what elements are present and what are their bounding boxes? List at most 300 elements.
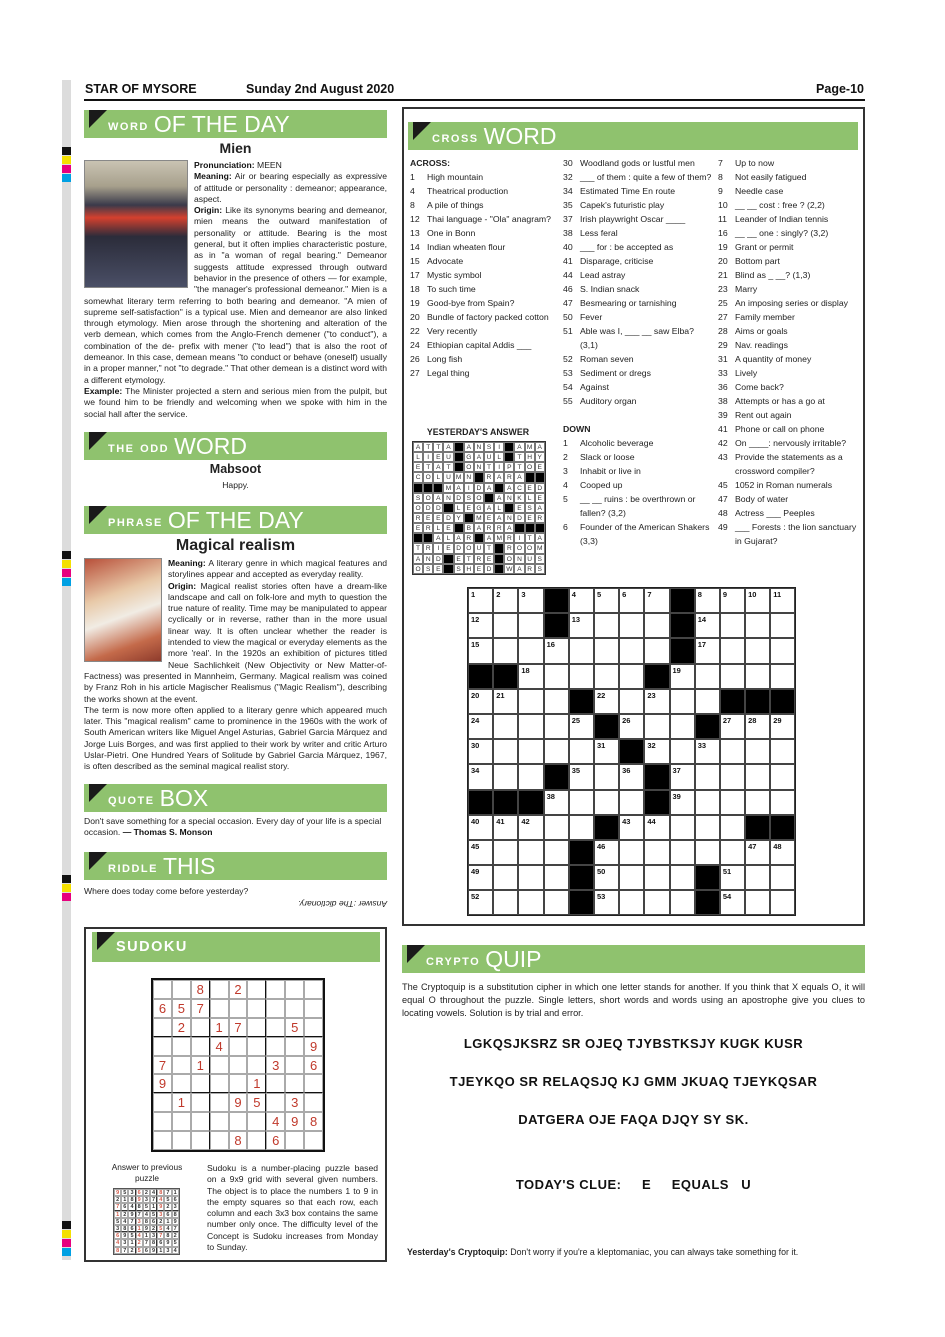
crossword-cell[interactable] bbox=[544, 739, 569, 764]
crossword-cell[interactable] bbox=[619, 764, 644, 789]
answer-letter: M bbox=[454, 472, 464, 482]
sudoku-cell[interactable]: 1 bbox=[172, 1093, 191, 1112]
crossword-cell[interactable] bbox=[670, 890, 695, 915]
crossword-cell[interactable] bbox=[644, 638, 669, 663]
sudoku-cell[interactable] bbox=[247, 1037, 266, 1056]
crossword-cell[interactable] bbox=[468, 588, 493, 613]
sudoku-cell[interactable] bbox=[285, 999, 304, 1018]
sudoku-cell[interactable]: 5 bbox=[247, 1093, 266, 1112]
crossword-cell[interactable] bbox=[745, 865, 770, 890]
sudoku-cell[interactable] bbox=[210, 980, 229, 999]
black-square bbox=[433, 483, 443, 493]
sudoku-cell[interactable] bbox=[210, 1056, 229, 1075]
crossword-cell[interactable] bbox=[670, 664, 695, 689]
answer-letter: D bbox=[433, 554, 443, 564]
clue-text: Disparage, criticise bbox=[580, 256, 654, 266]
crossword-cell[interactable] bbox=[594, 588, 619, 613]
crossword-cell[interactable] bbox=[619, 865, 644, 890]
sudoku-cell[interactable] bbox=[172, 1131, 191, 1150]
sudoku-cell[interactable] bbox=[304, 999, 323, 1018]
crossword-cell[interactable] bbox=[720, 739, 745, 764]
crossword-cell[interactable] bbox=[770, 613, 795, 638]
crossword-cell[interactable] bbox=[670, 815, 695, 840]
crossword-cell[interactable] bbox=[468, 840, 493, 865]
crossword-cell[interactable] bbox=[518, 739, 543, 764]
sudoku-cell[interactable] bbox=[210, 999, 229, 1018]
crossword-cell[interactable] bbox=[544, 664, 569, 689]
clue-number: 27 bbox=[718, 312, 728, 322]
sudoku-cell[interactable] bbox=[247, 1112, 266, 1131]
crossword-cell[interactable] bbox=[770, 739, 795, 764]
crossword-cell[interactable] bbox=[594, 790, 619, 815]
crossword-cell[interactable] bbox=[745, 840, 770, 865]
sudoku-cell[interactable]: 5 bbox=[172, 999, 191, 1018]
crossword-cell[interactable] bbox=[770, 588, 795, 613]
clue-text: Up to now bbox=[735, 158, 775, 168]
sudoku-cell[interactable] bbox=[266, 1037, 285, 1056]
sudoku-cell[interactable] bbox=[153, 1093, 172, 1112]
answer-letter: L bbox=[433, 472, 443, 482]
crossword-cell[interactable] bbox=[493, 739, 518, 764]
crossword-cell[interactable] bbox=[770, 664, 795, 689]
crossword-cell[interactable] bbox=[468, 689, 493, 714]
crossword-cell[interactable] bbox=[569, 815, 594, 840]
crossword-cell[interactable] bbox=[493, 714, 518, 739]
crossword-cell[interactable] bbox=[720, 714, 745, 739]
sudoku-cell[interactable]: 4 bbox=[266, 1112, 285, 1131]
answer-letter: D bbox=[443, 513, 453, 523]
crossword-cell[interactable] bbox=[594, 865, 619, 890]
crossword-cell[interactable] bbox=[745, 790, 770, 815]
crossword-cell[interactable] bbox=[695, 840, 720, 865]
sudoku-cell[interactable] bbox=[191, 1037, 210, 1056]
crossword-cell[interactable] bbox=[619, 689, 644, 714]
crossword-cell[interactable] bbox=[544, 890, 569, 915]
sudoku-cell[interactable] bbox=[229, 1074, 248, 1093]
answer-digit: 5 bbox=[164, 1196, 171, 1203]
clue-text: Needle case bbox=[735, 186, 784, 196]
crossword-cell[interactable] bbox=[644, 840, 669, 865]
sudoku-cell[interactable] bbox=[191, 1093, 210, 1112]
crossword-cell[interactable] bbox=[644, 613, 669, 638]
sudoku-cell[interactable]: 8 bbox=[229, 1131, 248, 1150]
answer-digit: 6 bbox=[157, 1239, 164, 1246]
sudoku-cell[interactable] bbox=[229, 1037, 248, 1056]
crossword-cell[interactable] bbox=[695, 790, 720, 815]
crossword-cell[interactable] bbox=[518, 588, 543, 613]
sudoku-cell[interactable] bbox=[266, 1018, 285, 1037]
clue-number: 39 bbox=[718, 410, 728, 420]
crossword-cell[interactable] bbox=[569, 714, 594, 739]
sudoku-cell[interactable] bbox=[191, 1074, 210, 1093]
crossword-cell[interactable] bbox=[468, 865, 493, 890]
answer-letter: O bbox=[413, 503, 423, 513]
crossword-cell[interactable] bbox=[569, 739, 594, 764]
crossword-cell[interactable] bbox=[468, 764, 493, 789]
crossword-cell[interactable] bbox=[544, 714, 569, 739]
sudoku-cell[interactable]: 9 bbox=[285, 1112, 304, 1131]
sudoku-cell[interactable]: 9 bbox=[153, 1074, 172, 1093]
sudoku-cell[interactable]: 1 bbox=[247, 1074, 266, 1093]
crossword-cell[interactable] bbox=[619, 638, 644, 663]
sudoku-cell[interactable] bbox=[191, 1018, 210, 1037]
answer-letter: I bbox=[514, 533, 524, 543]
sudoku-cell[interactable] bbox=[210, 1074, 229, 1093]
answer-letter: T bbox=[484, 543, 494, 553]
clue-number: 52 bbox=[471, 892, 480, 902]
crossword-cell[interactable] bbox=[644, 714, 669, 739]
black-square bbox=[494, 543, 504, 553]
label: Meaning: bbox=[194, 171, 232, 182]
crossword-cell[interactable] bbox=[594, 613, 619, 638]
crossword-cell[interactable] bbox=[468, 739, 493, 764]
crossword-cell[interactable] bbox=[619, 714, 644, 739]
black-square bbox=[423, 483, 433, 493]
crossword-cell[interactable] bbox=[644, 689, 669, 714]
sudoku-cell[interactable] bbox=[153, 980, 172, 999]
sudoku-cell[interactable]: 7 bbox=[191, 999, 210, 1018]
crossword-cell[interactable] bbox=[493, 638, 518, 663]
sudoku-cell[interactable] bbox=[285, 980, 304, 999]
crossword-cell[interactable] bbox=[644, 865, 669, 890]
sudoku-cell[interactable]: 1 bbox=[210, 1018, 229, 1037]
sudoku-cell[interactable] bbox=[285, 1074, 304, 1093]
answer-letter: I bbox=[433, 543, 443, 553]
answer-digit: 6 bbox=[172, 1196, 179, 1203]
crossword-cell[interactable] bbox=[594, 840, 619, 865]
sudoku-cell[interactable] bbox=[172, 1037, 191, 1056]
crossword-cell[interactable] bbox=[670, 739, 695, 764]
crossword-cell[interactable] bbox=[619, 840, 644, 865]
crossword-cell[interactable] bbox=[569, 613, 594, 638]
crossword-cell[interactable] bbox=[644, 588, 669, 613]
crossword-cell[interactable] bbox=[770, 764, 795, 789]
crossword-cell[interactable] bbox=[569, 638, 594, 663]
crossword-cell[interactable] bbox=[745, 714, 770, 739]
sudoku-cell[interactable]: 9 bbox=[229, 1093, 248, 1112]
crossword-cell[interactable] bbox=[468, 890, 493, 915]
crossword-cell[interactable] bbox=[670, 764, 695, 789]
answer-letter: N bbox=[474, 442, 484, 452]
sudoku-cell[interactable] bbox=[266, 980, 285, 999]
crossword-cell[interactable] bbox=[518, 613, 543, 638]
sudoku-cell[interactable] bbox=[172, 980, 191, 999]
crossword-cell[interactable] bbox=[493, 840, 518, 865]
crossword-cell[interactable] bbox=[720, 638, 745, 663]
answer-letter: E bbox=[535, 493, 545, 503]
crossword-cell[interactable] bbox=[745, 638, 770, 663]
sudoku-cell[interactable] bbox=[304, 1018, 323, 1037]
crossword-cell[interactable] bbox=[720, 890, 745, 915]
sudoku-cell[interactable] bbox=[153, 1112, 172, 1131]
phrase-painting bbox=[84, 558, 162, 662]
clue-number: 26 bbox=[410, 354, 420, 364]
crossword-cell[interactable] bbox=[745, 664, 770, 689]
crossword-cell[interactable] bbox=[695, 588, 720, 613]
crossword-cell[interactable] bbox=[720, 815, 745, 840]
crossword-cell[interactable] bbox=[544, 840, 569, 865]
sudoku-cell[interactable]: 6 bbox=[304, 1056, 323, 1075]
clue bbox=[718, 156, 860, 170]
crossword-cell[interactable] bbox=[644, 815, 669, 840]
crossword-cell[interactable] bbox=[594, 689, 619, 714]
answer-digit: 7 bbox=[150, 1196, 157, 1203]
sudoku-cell[interactable] bbox=[304, 980, 323, 999]
sudoku-cell[interactable] bbox=[210, 1131, 229, 1150]
answer-digit: 1 bbox=[128, 1239, 135, 1246]
sudoku-cell[interactable] bbox=[172, 1074, 191, 1093]
crossword-cell[interactable] bbox=[695, 638, 720, 663]
sudoku-cell[interactable] bbox=[285, 1056, 304, 1075]
crossword-cell[interactable] bbox=[544, 790, 569, 815]
crossword-cell[interactable] bbox=[619, 890, 644, 915]
sudoku-cell[interactable] bbox=[247, 1018, 266, 1037]
crossword-cell[interactable] bbox=[493, 764, 518, 789]
clue-number: 52 bbox=[563, 354, 573, 364]
crossword-cell[interactable] bbox=[569, 790, 594, 815]
sudoku-cell[interactable] bbox=[285, 1131, 304, 1150]
clue bbox=[718, 352, 860, 366]
across-clues-continued bbox=[563, 156, 713, 548]
crossword-cell[interactable] bbox=[544, 815, 569, 840]
crossword-cell[interactable] bbox=[594, 664, 619, 689]
answer-letter: T bbox=[484, 462, 494, 472]
sudoku-cell[interactable] bbox=[247, 999, 266, 1018]
sudoku-cell[interactable] bbox=[266, 1093, 285, 1112]
crossword-cell[interactable] bbox=[770, 890, 795, 915]
clue-text: Able was I, ___ __ saw Elba? (3,1) bbox=[580, 326, 694, 350]
crossword-cell[interactable] bbox=[544, 638, 569, 663]
sudoku-cell[interactable] bbox=[210, 1093, 229, 1112]
clue-number: 22 bbox=[410, 326, 420, 336]
cryptoquip-line: TJEYKQO SR RELAQSJQ KJ GMM JKUAQ TJEYKQSAR bbox=[449, 1074, 818, 1089]
answer-letter: N bbox=[443, 493, 453, 503]
sudoku-cell[interactable] bbox=[247, 1056, 266, 1075]
crossword-cell[interactable] bbox=[594, 638, 619, 663]
crossword-cell[interactable] bbox=[745, 588, 770, 613]
sudoku-cell[interactable] bbox=[172, 1056, 191, 1075]
crossword-cell[interactable] bbox=[745, 739, 770, 764]
sudoku-cell[interactable]: 2 bbox=[229, 980, 248, 999]
clue bbox=[410, 268, 560, 282]
sudoku-cell[interactable] bbox=[153, 1131, 172, 1150]
crossword-cell[interactable] bbox=[770, 638, 795, 663]
sudoku-cell[interactable] bbox=[229, 1056, 248, 1075]
crossword-cell[interactable] bbox=[720, 664, 745, 689]
black-square bbox=[474, 472, 484, 482]
answer-letter: N bbox=[514, 554, 524, 564]
crossword-cell[interactable] bbox=[493, 588, 518, 613]
clue-number: 30 bbox=[471, 741, 480, 751]
sudoku-cell[interactable]: 6 bbox=[153, 999, 172, 1018]
crossword-cell[interactable] bbox=[619, 815, 644, 840]
crossword-cell[interactable] bbox=[670, 865, 695, 890]
crossword-cell[interactable] bbox=[468, 613, 493, 638]
clue-number: 23 bbox=[718, 284, 728, 294]
sudoku-cell[interactable]: 7 bbox=[229, 1018, 248, 1037]
crossword-cell[interactable] bbox=[518, 689, 543, 714]
answer-letter: I bbox=[494, 442, 504, 452]
crossword-cell[interactable] bbox=[468, 714, 493, 739]
answer-letter: S bbox=[535, 554, 545, 564]
sudoku-cell[interactable]: 8 bbox=[304, 1112, 323, 1131]
clue-text: Mystic symbol bbox=[427, 270, 482, 280]
crossword-cell[interactable] bbox=[720, 588, 745, 613]
crossword-cell[interactable] bbox=[468, 815, 493, 840]
sudoku-cell[interactable] bbox=[191, 1131, 210, 1150]
sudoku-cell[interactable] bbox=[229, 999, 248, 1018]
crossword-cell[interactable] bbox=[695, 664, 720, 689]
crossword-cell[interactable] bbox=[770, 865, 795, 890]
clue-number: 31 bbox=[718, 354, 728, 364]
clue-text: Against bbox=[580, 382, 609, 392]
answer-digit: 2 bbox=[114, 1196, 121, 1203]
sudoku-cell[interactable]: 5 bbox=[285, 1018, 304, 1037]
black-square bbox=[544, 764, 569, 789]
clue-text: Founder of the American Shakers (3,3) bbox=[580, 522, 710, 546]
crossword-cell[interactable] bbox=[720, 764, 745, 789]
black-square bbox=[494, 564, 504, 574]
crossword-cell[interactable] bbox=[518, 815, 543, 840]
crossword-cell[interactable] bbox=[544, 865, 569, 890]
crossword-cell[interactable] bbox=[695, 739, 720, 764]
crossword-cell[interactable] bbox=[518, 764, 543, 789]
answer-digit: 8 bbox=[143, 1218, 150, 1225]
sudoku-cell[interactable]: 3 bbox=[285, 1093, 304, 1112]
clue-text: Alcoholic beverage bbox=[580, 438, 654, 448]
clue-text: Phone or call on phone bbox=[735, 424, 825, 434]
sudoku-cell[interactable] bbox=[191, 1112, 210, 1131]
crossword-cell[interactable] bbox=[493, 890, 518, 915]
crossword-cell[interactable] bbox=[770, 840, 795, 865]
black-square bbox=[670, 588, 695, 613]
crossword-cell[interactable] bbox=[594, 739, 619, 764]
clue bbox=[718, 408, 860, 422]
sudoku-cell[interactable] bbox=[210, 1112, 229, 1131]
crossword-cell[interactable] bbox=[493, 613, 518, 638]
sudoku-cell[interactable] bbox=[304, 1131, 323, 1150]
crossword-cell[interactable] bbox=[670, 689, 695, 714]
crossword-cell[interactable] bbox=[619, 588, 644, 613]
answer-letter: E bbox=[443, 523, 453, 533]
crossword-cell[interactable] bbox=[594, 890, 619, 915]
crossword-cell[interactable] bbox=[518, 890, 543, 915]
crossword-cell[interactable] bbox=[720, 790, 745, 815]
crossword-cell[interactable] bbox=[493, 865, 518, 890]
crossword-cell[interactable] bbox=[644, 739, 669, 764]
crossword-cell[interactable] bbox=[695, 815, 720, 840]
banner-small-text: riddle bbox=[108, 859, 158, 876]
crossword-cell[interactable] bbox=[569, 588, 594, 613]
odd-word-meaning: Happy. bbox=[222, 480, 249, 490]
answer-digit: 7 bbox=[136, 1211, 143, 1218]
crossword-cell[interactable] bbox=[493, 689, 518, 714]
clue-number: 10 bbox=[718, 200, 728, 210]
crossword-cell[interactable] bbox=[544, 689, 569, 714]
banner-large-text: QUIP bbox=[485, 946, 542, 972]
clue-text: Bundle of factory packed cotton bbox=[427, 312, 549, 322]
sudoku-cell[interactable]: 7 bbox=[153, 1056, 172, 1075]
crossword-cell[interactable] bbox=[619, 613, 644, 638]
crossword-cell[interactable] bbox=[644, 890, 669, 915]
crossword-cell[interactable] bbox=[493, 815, 518, 840]
crossword-cell[interactable] bbox=[695, 689, 720, 714]
sudoku-cell[interactable] bbox=[247, 980, 266, 999]
crossword-cell[interactable] bbox=[619, 790, 644, 815]
sudoku-cell[interactable] bbox=[172, 1112, 191, 1131]
sudoku-cell[interactable] bbox=[304, 1074, 323, 1093]
example: The Minister projected a stern and serious mien from the pulpit, but we found him to be friendly and welcoming when we spoke with him in the social hall after the service. bbox=[84, 385, 387, 419]
crossword-cell[interactable] bbox=[518, 664, 543, 689]
crossword-cell[interactable] bbox=[518, 638, 543, 663]
sudoku-cell[interactable] bbox=[247, 1131, 266, 1150]
crossword-cell[interactable] bbox=[569, 664, 594, 689]
sudoku-cell[interactable]: 3 bbox=[266, 1056, 285, 1075]
crossword-cell[interactable] bbox=[770, 714, 795, 739]
sudoku-cell[interactable]: 9 bbox=[304, 1037, 323, 1056]
clue-number: 13 bbox=[571, 615, 581, 625]
answer-digit: 7 bbox=[172, 1225, 179, 1232]
label: Origin: bbox=[194, 205, 223, 216]
black-square bbox=[569, 689, 594, 714]
crossword-cell[interactable] bbox=[670, 790, 695, 815]
crossword-cell[interactable] bbox=[745, 764, 770, 789]
sudoku-cell[interactable] bbox=[285, 1037, 304, 1056]
sudoku-cell[interactable]: 2 bbox=[172, 1018, 191, 1037]
black-square bbox=[569, 865, 594, 890]
crossword-cell[interactable] bbox=[695, 764, 720, 789]
clue-number: 40 bbox=[563, 242, 573, 252]
crossword-cell[interactable] bbox=[770, 790, 795, 815]
sudoku-cell[interactable]: 6 bbox=[266, 1131, 285, 1150]
crossword-cell[interactable] bbox=[720, 840, 745, 865]
crossword-cell[interactable] bbox=[745, 613, 770, 638]
sudoku-cell[interactable]: 1 bbox=[191, 1056, 210, 1075]
crossword-cell[interactable] bbox=[720, 613, 745, 638]
todays-clue: TODAY'S CLUE: E EQUALS U bbox=[515, 1177, 752, 1192]
sudoku-cell[interactable] bbox=[266, 999, 285, 1018]
crossword-cell[interactable] bbox=[518, 714, 543, 739]
crossword-cell[interactable] bbox=[720, 865, 745, 890]
clue-number: 7 bbox=[718, 158, 723, 168]
crossword-cell[interactable] bbox=[518, 840, 543, 865]
crossword-cell[interactable] bbox=[745, 890, 770, 915]
sudoku-cell[interactable] bbox=[304, 1093, 323, 1112]
clue bbox=[563, 184, 713, 198]
sudoku-cell[interactable]: 8 bbox=[191, 980, 210, 999]
crossword-cell[interactable] bbox=[670, 714, 695, 739]
answer-digit: 9 bbox=[172, 1218, 179, 1225]
crossword-cell[interactable] bbox=[619, 664, 644, 689]
clue-number: 44 bbox=[647, 816, 656, 826]
clue-number: 38 bbox=[718, 396, 728, 406]
sudoku-cell[interactable] bbox=[153, 1018, 172, 1037]
crossword-cell[interactable] bbox=[670, 840, 695, 865]
sudoku-cell[interactable]: 4 bbox=[210, 1037, 229, 1056]
clue bbox=[410, 198, 560, 212]
crossword-cell[interactable] bbox=[695, 613, 720, 638]
sudoku-cell[interactable] bbox=[229, 1112, 248, 1131]
answer-letter: O bbox=[525, 543, 535, 553]
clue-number: 34 bbox=[471, 766, 480, 776]
crossword-cell[interactable] bbox=[518, 865, 543, 890]
sudoku-cell[interactable] bbox=[153, 1037, 172, 1056]
sudoku-cell[interactable] bbox=[266, 1074, 285, 1093]
crossword-cell[interactable] bbox=[468, 638, 493, 663]
crossword-cell[interactable] bbox=[569, 764, 594, 789]
crossword-cell[interactable] bbox=[594, 764, 619, 789]
yesterday-cryptoquip bbox=[407, 1247, 798, 1257]
